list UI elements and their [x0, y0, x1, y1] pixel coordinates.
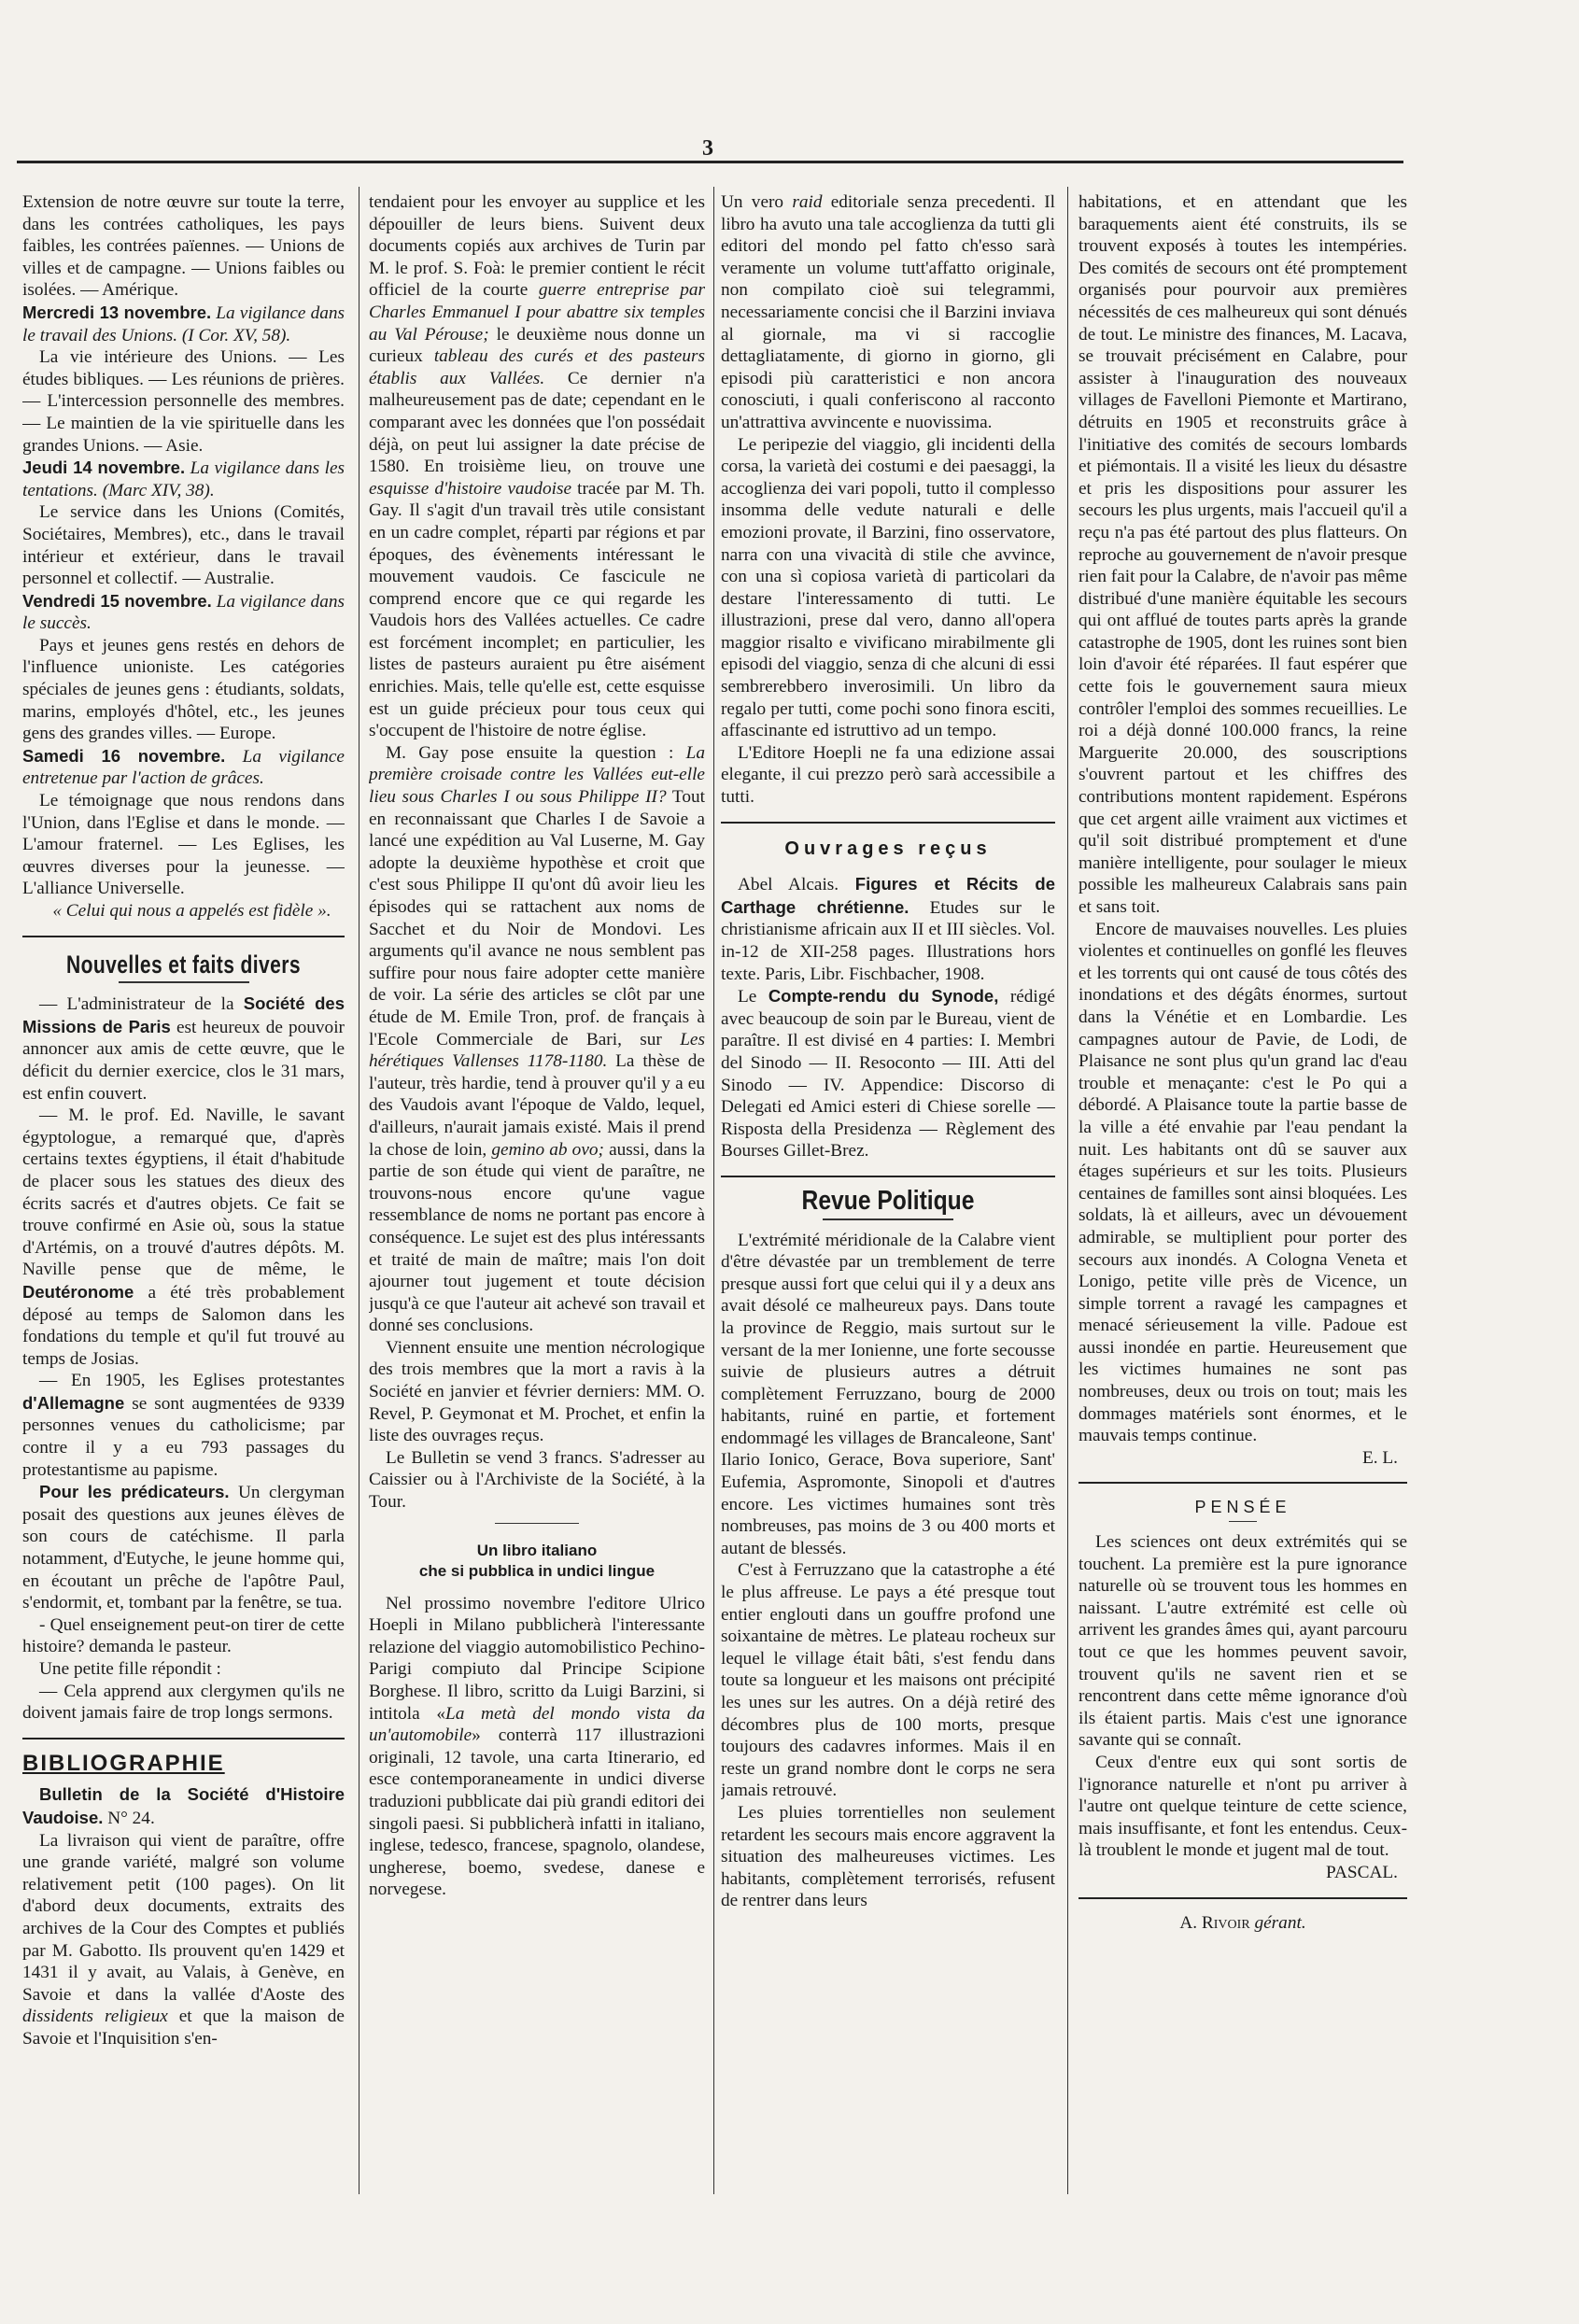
- section-rule: [1079, 1482, 1407, 1484]
- signature: E. L.: [1361, 1447, 1398, 1468]
- news-item: - Quel enseignement peut-on tirer de cette histoire? demanda le pasteur.: [22, 1614, 345, 1657]
- pensee-text: Les sciences ont deux extrémités qui se touchent. La première est la pure ignorance naturelle où se trouvent tous les hommes en naissant. L'autre extrémité est celle où arrivent les grandes âmes qui, ayant parcouru tout ce que les hommes peuvent savoir, trouvent qu'ils ne savent rien et se rencontrent dans cette même ignorance d'où ils étaient partis. Mais c'est une ignorance savante qui se connaît.: [1079, 1532, 1407, 1751]
- article-text: habitations, et en attendant que les baraquements aient été construits, ils se trouvent exposés à toutes les intempéries. Des comités de secours ont été promptement organisés pour pourvoir aux premières nécessités de ces malheureux qui sont dénués de tout. Le ministre des finances, M. Lacava, se trouvait précisément en Calabre, pour assister à l'inauguration des nouveaux villages de Favelloni Piemonte et Martirano, détruits en 1905 et reconstruits grâce à l'initiative des comités de secours lombards et piémontais. Il a visité les lieux du désastre et pris les dispositions pour assurer les secours les plus urgents, mais l'accueil qu'il a reçu n'a pas été partout des plus flatteurs. On reproche au gouvernement de n'avoir presque rien fait pour la Calabre, de n'avoir pas même distribué d'une manière équitable les secours qui ont afflué de toutes parts après la grande catastrophe de 1905, dont les ruines sont bien loin d'avoir été réparées. Il faut espérer que cette fois le gouvernement saura mieux contrôler l'emploi des sommes recueillies. Le roi a déjà donné 100.000 francs, la reine Marguerite 20.000, des souscriptions s'ouvrent partout et les chiffres des contributions montent rapidement. Espérons que cet argent aille vraiment aux victimes et qu'il soit distribué promptement et d'une manière intelligente, pour soulager le mieux possible les malheureux Calabrais sans pain et sans toit.: [1079, 192, 1407, 917]
- column-3: [721, 191, 1055, 2180]
- biblio-text: Le Bulletin se vend 3 francs. S'adresser au Caissier ou à l'Archiviste de la Société, à la Tour.: [369, 1447, 705, 1513]
- signature: PASCAL.: [1326, 1862, 1398, 1882]
- news-item: — Cela apprend aux clergymen qu'ils ne doivent jamais faire de trop longs sermons.: [22, 1681, 345, 1724]
- biblio-text: tendaient pour les envoyer au supplice et les dépouiller de leurs biens. Suivent deux documents copiés aux archives de Turin par M. le prof. S. Foà: le premier contient le récit officiel de la courte guerre entreprise par Charles Emmanuel I pour abattre six temples au Val Pérouse; le deuxième nous donne un curieux tableau des curés et des pasteurs établis aux Vallées. Ce dernier n'a malheureusement pas de date; cependant en le comparant avec les données que l'on possédait déjà, on peut lui assigner la date précise de 1580. En troisième lieu, on trouve une esquisse d'histoire vaudoise tracée par M. Th. Gay. Il s'agit d'un travail très utile consistant en un cadre complet, réparti par régions et par époques, des évènements intéressant le mouvement vaudois. Ce fascicule ne comprend encore que ce qui regarde les Vaudois hors des Vallées actuelles. Ce cadre est forcément incomplet; en particulier, les listes de pasteurs auraient pu être aisément enrichies. Mais, telle qu'elle est, cette esquisse est un guide précieux pour tous ceux qui s'occupent de l'histoire de notre église.: [369, 192, 705, 741]
- article-text: Le peripezie del viaggio, gli incidenti della corsa, la varietà dei costumi e dei paesaggi, la accoglienza dei vari popoli, tutto il complesso insomma delle vedute naturali e delle emozioni provate, il Barzini, fino osservatore, narra con una vivacità di stile che avvince, con una sì copiosa varietà di particolari da destare l'interessamento di tutti. Le illustrazioni, prese dal vero, danno all'opera maggior risalto e vivificano mirabilmente gli episodi del viaggio, senza di che alcuni di essi sembrerebbero inverosimili. Un libro da regalo per tutti, come pochi sono finora esciti, affascinante ed istruttivo ad un tempo.: [721, 434, 1055, 741]
- article-heading-libro: Un libro italiano che si pubblica in undici lingue: [418, 1541, 656, 1580]
- column-divider: [1067, 187, 1068, 2194]
- separator: [495, 1523, 579, 1524]
- section-heading-bibliographie: BIBLIOGRAPHIE: [22, 1750, 225, 1776]
- section-rule: [721, 1176, 1055, 1177]
- section-rule: [22, 936, 345, 937]
- biblio-title: Bulletin de la Société d'Histoire Vaudoise. N° 24.: [22, 1784, 345, 1828]
- article-text: Les pluies torrentielles non seulement retardent les secours mais encore aggravent la situation des malheureuses victimes. Les habitants, complètement terrorisés, refusent de rentrer dans leurs: [721, 1802, 1055, 1911]
- motto-quote: « Celui qui nous a appelés est fidèle ».: [52, 901, 331, 921]
- section-rule: [22, 1738, 345, 1739]
- column-4: [1079, 191, 1407, 2180]
- program-day: Jeudi 14 novembre. La vigilance dans les tentations. (Marc XIV, 38).: [22, 458, 345, 500]
- gerant-line: A. Rivoir gérant.: [1179, 1912, 1306, 1933]
- article-text: Encore de mauvaises nouvelles. Les pluies violentes et continuelles on gonflé les fleuves et les torrents qui ont causé de tous côtés des inondations et des dégâts énormes, surtout dans la Vénétie et en Lombardie. Les campagnes autour de Pavie, de Lodi, de Plaisance ne sont plus qu'un grand lac d'eau trouble et menaçante: c'est le Po qui a débordé. A Plaisance toute la partie basse de la ville a été envahie par l'eau pendant la nuit. Les habitants ont dû se sauver aux étages supérieurs et sur les toits. Plusieurs centaines de familles sont ainsi bloquées. Les soldats, là et ailleurs, avec un dévouement admirable, se multiplient pour porter des secours aux inondés. A Cologna Veneta et Lonigo, petite ville près de Vicence, un simple torrent a ravagé les campagnes et menacé sérieusement la ville. Padoue est aussi inondée en partie. Heureusement que les victimes humaines ne sont pas nombreuses, deux ou trois on tout; mais les dommages matériels sont énormes, et le mauvais temps continue.: [1079, 919, 1407, 1446]
- column-divider: [359, 187, 360, 2194]
- news-item: — M. le prof. Ed. Naville, le savant égyptologue, a remarqué que, d'après certains textes égyptiens, il était d'habitude de placer sous les statues des dieux des écrits sacrés et d'autres objets. Ce fait se trouve confirmé en Asie où, sous la statue d'Artémis, on a trouvé d'autres dépôts. M. Naville pense que de même, le Deutéronome a été très probablement déposé au temps de Salomon dans les fondations du temple et qu'il fut trouvé au temps de Josias.: [22, 1106, 345, 1369]
- article-text: C'est à Ferruzzano que la catastrophe a été le plus affreuse. Le pays a été presque tout entier englouti dans un gouffre profond une soixantaine de mètres. Le plateau rocheux sur lequel le village était bâti, s'est fendu dans toute sa longueur et les maisons ont précipité les unes sur les autres. On a déjà retiré des décombres plus de 100 morts, presque toujours des cadavres informes. Mais il en reste un grand nombre dont le corps ne sera jamais retrouvé.: [721, 1560, 1055, 1801]
- column-2: [369, 191, 705, 2180]
- biblio-text: Viennent ensuite une mention nécrologique des trois membres que la mort a ravis à la Société en janvier et février derniers: MM. O. Revel, P. Geymonat et M. Prochet, et enfin la liste des ouvrages reçus.: [369, 1337, 705, 1446]
- section-heading-ouvrages: Ouvrages reçus: [784, 838, 992, 859]
- section-heading-pensee: PENSÉE: [1194, 1498, 1291, 1517]
- article-text: Nel prossimo novembre l'editore Ulrico Hoepli in Milano pubblicherà l'interessante relazione del viaggio automobilistico Pechino-Parigi compiuto dal Principe Scipione Borghese. Il libro, scritto da Luigi Barzini, si intitola «La metà del mondo vista da un'automobile» conterrà 117 illustrazioni originali, 12 tavole, una carta Itinerario, ed esce contemporaneamente in undici diverse traduzioni pubblicate dai più grandi editori dei singoli paesi. Si pubblicherà infatti in italiano, inglese, tedesco, francese, spagnolo, olandese, ungherese, boemo, svedese, danese e norvegese.: [369, 1593, 705, 1900]
- program-text: La vie intérieure des Unions. — Les études bibliques. — Les réunions de prières. — L'intercession personnelle des membres. — Le maintien de la vie spirituelle dans les grandes Unions. — Asie.: [22, 347, 345, 456]
- biblio-text: La livraison qui vient de paraître, offre une grande variété, malgré son volume relativement petit (100 pages). On lit d'abord deux documents, extraits des archives de la Cour des Comptes et publiés par M. Gabotto. Ils prouvent qu'en 1429 et 1431 il y avait, au Valais, à Genève, en Savoie et dans la vallée d'Aoste des dissidents religieux et que la maison de Savoie et l'Inquisition s'en-: [22, 1830, 345, 2049]
- news-item: Une petite fille répondit :: [39, 1659, 221, 1679]
- article-text: Un vero raid editoriale senza precedenti. Il libro ha avuto una tale accoglienza da tutti gli editori del mondo pel fatto ch'esso sarà veramente un volume tutt'affatto originale, non compilato cioè sui telegrammi, necessariamente concisi che il Barzini inviava al giornale, ma vi si raccoglie dettagliatamente, di giorno in giorno, gli episodi più caratteristici e non ancora conosciuti, i quali conferiscono al racconto un'attrattiva avvincente e nuovissima.: [721, 192, 1055, 432]
- program-text: Extension de notre œuvre sur toute la terre, dans les contrées catholiques, les pays faibles, les contrées païennes. — Unions de villes et de campagne. — Unions faibles ou isolées. — Amérique.: [22, 192, 345, 301]
- article-text: L'Editore Hoepli ne fa una edizione assai elegante, il cui prezzo però sarà accessibile a tutti.: [721, 742, 1055, 808]
- section-rule: [1079, 1897, 1407, 1899]
- book-entry: Le Compte-rendu du Synode, rédigé avec beaucoup de soin par le Bureau, vient de paraître. Il est divisé en 4 parties: I. Membri del Sinodo — II. Resoconto — III. Atti del Sinodo — IV. Appendice: Discorso di Delegati ed Amici esteri di Chiese sorelle — Risposta della Presidenza — Règlement des Bourses Gillet-Brez.: [721, 986, 1055, 1162]
- program-text: Pays et jeunes gens restés en dehors de l'influence unioniste. Les catégories spéciales de jeunes gens : étudiants, soldats, marins, employés d'hôtel, etc., les jeunes gens des grandes villes. — Europe.: [22, 635, 345, 744]
- section-heading-revue: Revue Politique: [801, 1185, 975, 1216]
- book-entry: Abel Alcais. Figures et Récits de Carthage chrétienne. Etudes sur le christianisme africain aux II et III siècles. Vol. in-12 de XII-258 pages. Illustrations hors texte. Paris, Libr. Fischbacher, 1908.: [721, 874, 1055, 984]
- column-1: [22, 191, 345, 2180]
- ornament-rule: [823, 1218, 953, 1220]
- column-divider: [713, 187, 714, 2194]
- top-rule: [17, 161, 1403, 163]
- section-rule: [721, 822, 1055, 824]
- program-text: Le témoignage que nous rendons dans l'Union, dans l'Eglise et dans le monde. — L'amour fraternel. — Les Eglises, les œuvres diverses pour la jeunesse. — L'alliance Universelle.: [22, 791, 345, 899]
- pensee-text: Ceux d'entre eux qui sont sortis de l'ignorance naturelle et n'ont pu arriver à l'autre ont quelque teinture de cette science, mais insuffisante, et font les entendus. Ceux-là troublent le monde et jugent mal de tout.: [1079, 1752, 1407, 1861]
- section-heading-nouvelles: Nouvelles et faits divers: [66, 950, 301, 979]
- ornament-rule: [119, 981, 249, 983]
- news-item: — En 1905, les Eglises protestantes d'Allemagne se sont augmentées de 9339 personnes venues du catholicisme; par contre il y a eu 793 passages du protestantisme au papisme.: [22, 1371, 345, 1480]
- article-text: L'extrémité méridionale de la Calabre vient d'être dévastée par un tremblement de terre presque aussi fort que celui qui il y a deux ans avait désolé ce malheureux pays. Dans toute la province de Reggio, mais surtout sur le versant de la mer Ionienne, une forte secousse suivie de plusieurs autres a détruit complètement Ferruzzano, bourg de 2000 habitants, ruiné en partie, et fortement endommagé les villages de Brancaleone, Sant' Ilario Ionico, Gerace, Bova superiore, Sant' Eufemia, Aspromonte, Sinopoli et d'autres encore. Les victimes humaines sont très nombreuses, pas moins de 3 ou 400 morts et autant de blessés.: [721, 1230, 1055, 1558]
- program-day: Vendredi 15 novembre. La vigilance dans le succès.: [22, 590, 345, 634]
- program-day: Samedi 16 novembre. La vigilance entretenue par l'action de grâces.: [22, 745, 345, 789]
- page-number: 3: [702, 136, 713, 161]
- program-text: Le service dans les Unions (Comités, Sociétaires, Membres), etc., dans le travail intérieur et extérieur, dans le travail personnel et collectif. — Australie.: [22, 502, 345, 589]
- news-item: — L'administrateur de la Société des Missions de Paris est heureux de pouvoir annoncer aux amis de cette œuvre, que le déficit du dernier exercice, clos le 31 mars, est enfin couvert.: [22, 993, 345, 1104]
- program-day: Mercredi 13 novembre. La vigilance dans le travail des Unions. (I Cor. XV, 58).: [22, 302, 345, 345]
- news-item: Pour les prédicateurs. Un clergyman posait des questions aux jeunes élèves de son cours de catéchisme. Il parla notamment, d'Eutyche, le jeune homme qui, en écoutant un prêche de l'apôtre Paul, s'endormit, et, tombant par la fenêtre, se tua.: [22, 1482, 345, 1613]
- biblio-text: M. Gay pose ensuite la question : La première croisade contre les Vallées eut-elle lieu sous Charles I ou sous Philippe II? Tout en reconnaissant que Charles I de Savoie a lancé une expédition au Val Luserne, M. Gay adopte la deuxième hypothèse et croit que c'est sous Philippe II qu'ont dû avoir lieu les épisodes qui se rattachent aux noms de Sacchet et du Noir de Mondovi. Les arguments qu'il avance ne nous semblent pas suffire pour nous faire adopter cette manière de voir. La série des articles se clôt par une étude de M. Emile Tron, prof. de français à l'Ecole Commerciale de Bari, sur Les hérétiques Vallenses 1178-1180. La thèse de l'auteur, très hardie, tend à prouver qu'il y a eu des Vaudois avant l'époque de Valdo, lequel, d'ailleurs, n'aurait jamais existé. Mais il prend la chose de loin, gemino ab ovo; aussi, dans la partie de son étude qui vient de paraître, ne trouvons-nous encore qu'une vague ressemblance de noms ne portant pas encore à conséquence. Le sujet est des plus intéressants et traité de main de maître; mais l'on doit ajourner tout jugement et toute décision jusqu'à ce que l'auteur ait achevé son travail et donné ses conclusions.: [369, 742, 705, 1336]
- separator: [1229, 1521, 1257, 1522]
